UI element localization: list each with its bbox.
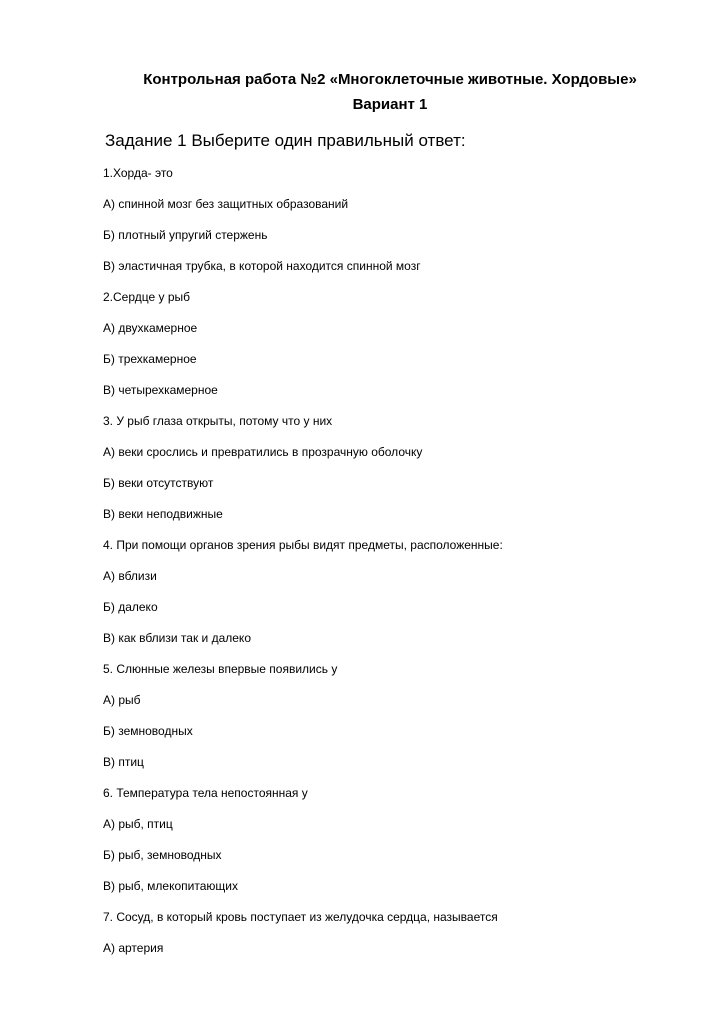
question-line: В) птиц <box>103 755 144 769</box>
question-line: А) веки срослись и превратились в прозрачную оболочку <box>103 445 423 459</box>
question-line: А) рыб <box>103 693 141 707</box>
question-line: 4. При помощи органов зрения рыбы видят предметы, расположенные: <box>103 538 503 552</box>
question-line: В) как вблизи так и далеко <box>103 631 251 645</box>
question-line: 5. Слюнные железы впервые появились у <box>103 662 338 676</box>
question-line: 7. Сосуд, в который кровь поступает из желудочка сердца, называется <box>103 910 498 924</box>
question-line: Б) плотный упругий стержень <box>103 228 268 242</box>
question-line: 2.Сердце у рыб <box>103 290 190 304</box>
document-title: Контрольная работа №2 «Многоклеточные животные. Хордовые» <box>143 71 637 88</box>
question-line: В) четырехкамерное <box>103 383 218 397</box>
task-heading: Задание 1 Выберите один правильный ответ: <box>105 131 466 150</box>
variant-label: Вариант 1 <box>352 96 428 113</box>
question-line: 6. Температура тела непостоянная у <box>103 786 308 800</box>
question-line: В) эластичная трубка, в которой находится спинной мозг <box>103 259 421 273</box>
question-line: В) рыб, млекопитающих <box>103 879 238 893</box>
question-line: А) спинной мозг без защитных образований <box>103 197 349 211</box>
question-line: В) веки неподвижные <box>103 507 223 521</box>
question-line: 3. У рыб глаза открыты, потому что у них <box>103 414 333 428</box>
question-line: Б) далеко <box>103 600 158 614</box>
question-list <box>103 164 503 970</box>
question-line: А) двухкамерное <box>103 321 198 335</box>
question-line: Б) рыб, земноводных <box>103 848 222 862</box>
question-line: А) артерия <box>103 941 164 955</box>
question-line: Б) веки отсутствуют <box>103 476 214 490</box>
question-line: 1.Хорда- это <box>103 166 173 180</box>
question-line: А) вблизи <box>103 569 157 583</box>
question-line: Б) трехкамерное <box>103 352 197 366</box>
question-line: Б) земноводных <box>103 724 193 738</box>
question-line: А) рыб, птиц <box>103 817 173 831</box>
